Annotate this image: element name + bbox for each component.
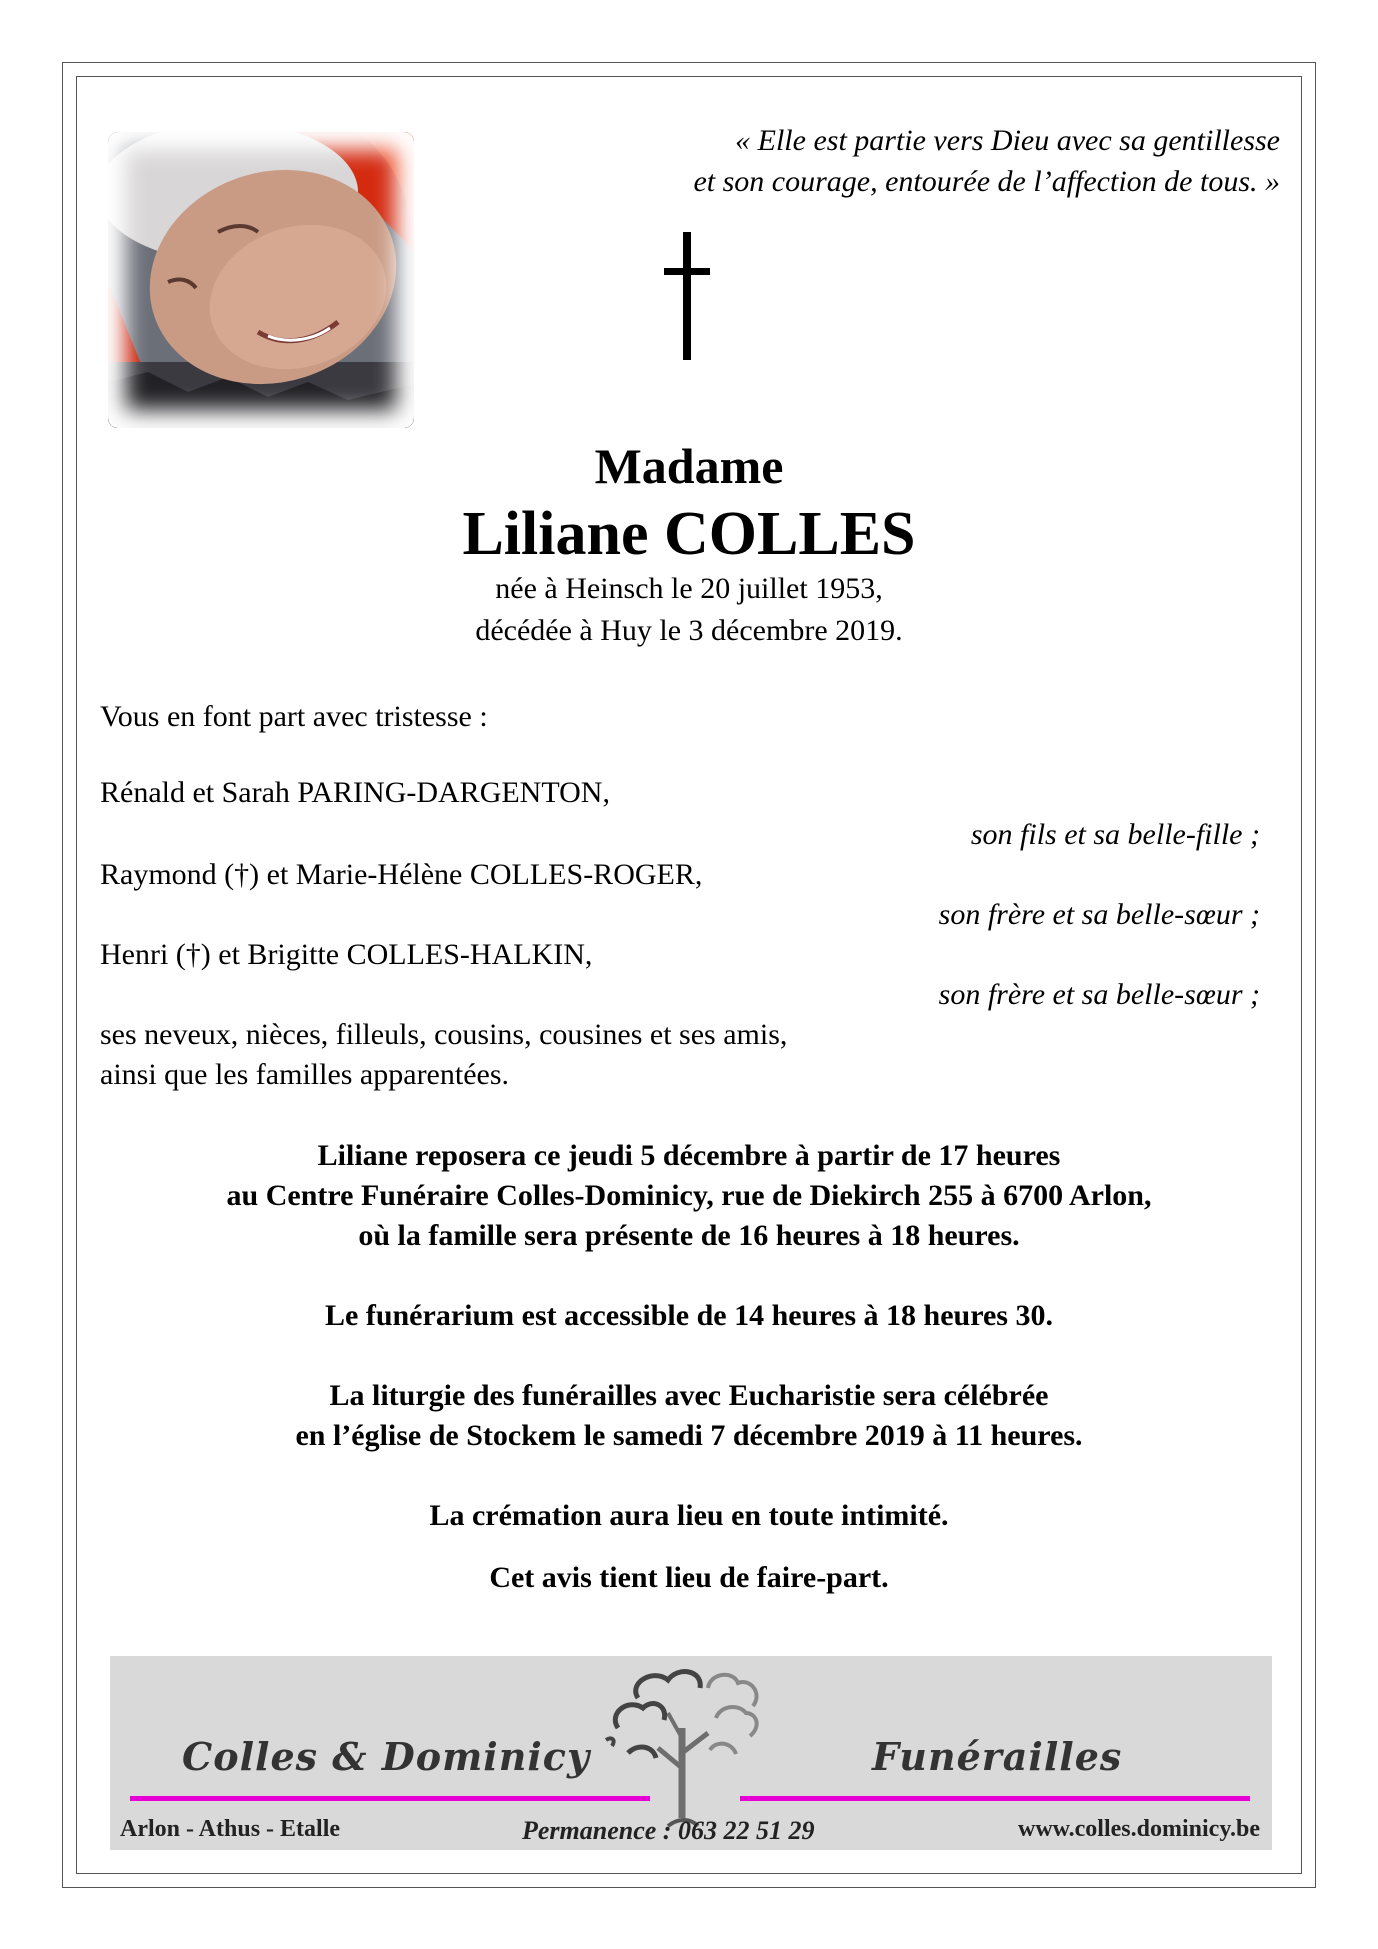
death-info: décédée à Huy le 3 décembre 2019.: [475, 614, 903, 647]
portrait-photo: [108, 132, 414, 428]
footer-website: www.colles.dominicy.be: [1017, 1816, 1260, 1842]
funerarium-hours: Le funérarium est accessible de 14 heures à 18 heures 30.: [325, 1299, 1053, 1332]
liturgy-line: La liturgie des funérailles avec Eucharistie sera célébrée: [329, 1379, 1049, 1412]
liturgy-line: en l’église de Stockem le samedi 7 décembre 2019 à 11 heures.: [295, 1419, 1083, 1452]
accent-divider: [130, 1796, 650, 1801]
rest-line: où la famille sera présente de 16 heures à 18 heures.: [358, 1219, 1020, 1252]
tree-logo-icon: [598, 1658, 770, 1828]
cremation-note: La crémation aura lieu en toute intimité.: [429, 1499, 949, 1532]
honorific-title: Madame: [594, 438, 784, 494]
brand-tagline: Funérailles: [872, 1734, 1123, 1779]
family-member-names: Raymond (†) et Marie-Hélène COLLES-ROGER,: [100, 858, 703, 891]
family-member-relation: son frère et sa belle-sœur ;: [938, 978, 1260, 1011]
birth-info: née à Heinsch le 20 juillet 1953,: [495, 572, 883, 605]
rest-line: Liliane reposera ce jeudi 5 décembre à partir de 17 heures: [317, 1139, 1061, 1172]
footer-cities: Arlon - Athus - Etalle: [120, 1816, 341, 1842]
family-member-relation: son frère et sa belle-sœur ;: [938, 898, 1260, 931]
cross-icon: [664, 232, 710, 360]
epitaph-quote: [520, 120, 1280, 202]
deceased-name: Liliane COLLES: [462, 500, 916, 568]
accent-divider: [740, 1796, 1250, 1801]
family-member-relation: son fils et sa belle-fille ;: [970, 818, 1260, 851]
family-intro: Vous en font part avec tristesse :: [100, 700, 488, 733]
quote-line-2: et son courage, entourée de l’affection de tous. »: [693, 165, 1280, 198]
family-others-line: ainsi que les familles apparentées.: [100, 1058, 510, 1091]
notice-line: Cet avis tient lieu de faire-part.: [489, 1561, 889, 1594]
rest-line: au Centre Funéraire Colles-Dominicy, rue de Diekirch 255 à 6700 Arlon,: [226, 1179, 1152, 1212]
family-member-names: Rénald et Sarah PARING-DARGENTON,: [100, 776, 610, 809]
family-member-names: Henri (†) et Brigitte COLLES-HALKIN,: [100, 938, 593, 971]
quote-line-1: « Elle est partie vers Dieu avec sa gentillesse: [735, 124, 1280, 157]
footer-permanence: Permanence : 063 22 51 29: [522, 1816, 815, 1845]
brand-name: Colles & Dominicy: [182, 1734, 591, 1779]
family-others-line: ses neveux, nièces, filleuls, cousins, cousines et ses amis,: [100, 1018, 788, 1051]
funeral-home-banner: [110, 1656, 1272, 1850]
